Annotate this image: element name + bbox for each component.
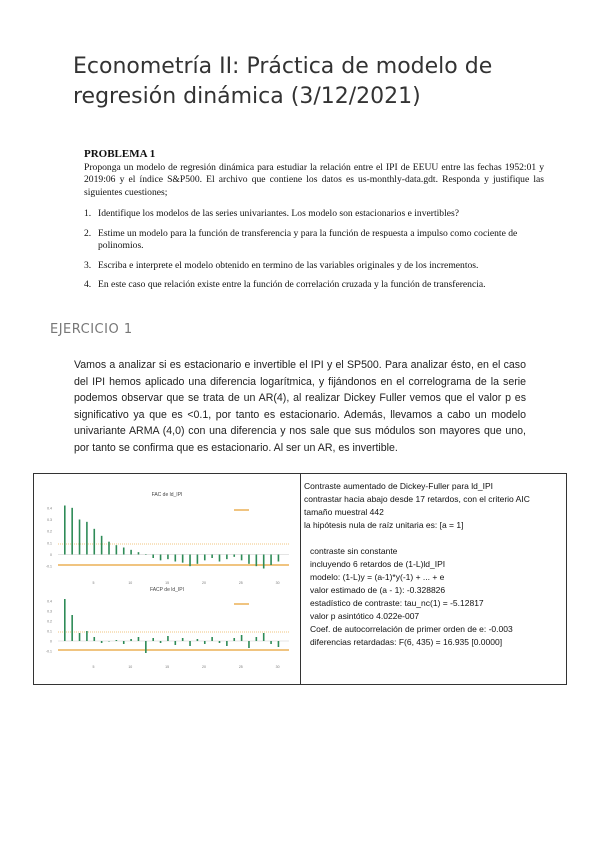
pacf-xtick: 25 [238,665,243,669]
acf-xtick: 5 [92,581,95,585]
question-text: Identifique los modelos de las series univariantes. Los modelo son estacionarios e invertibles? [98,208,460,219]
pacf-bar [152,638,154,641]
problem-intro: Proponga un modelo de regresión dinámica para estudiar la relación entre el IPI de EEUU entre las fechas 1952:01 y 2019:06 y el índice S&P500. El archivo que contiene los datos es us-monthly-data.gdt. Responda y justifique las siguientes cuestiones; [84,161,544,198]
section-heading: EJERCICIO 1 [50,322,133,337]
acf-ytick: 0.4 [47,506,52,511]
pacf-bar [79,633,81,641]
acf-bar [123,548,125,555]
pacf-bar [108,641,110,642]
correlogram-chart [34,474,300,684]
acf-ytick: 0 [50,553,52,557]
pacf-bar [167,636,169,641]
acf-ytick: 0.3 [47,518,52,522]
df-detail: diferencias retardadas: F(6, 435) = 16.935 [0.0000] [310,637,503,647]
acf-bar [101,536,103,555]
pacf-bar [219,641,221,643]
pacf-bar [256,637,258,641]
page-title: Econometría II: Práctica de modelo de regresión dinámica (3/12/2021) [73,54,493,109]
pacf-bar [226,641,228,646]
pacf-bar [71,615,73,641]
acf-bar [226,555,228,560]
pacf-bar [197,639,199,641]
pacf-bar [145,641,147,653]
df-detail: modelo: (1-L)y = (a-1)*y(-1) + ... + e [310,572,445,582]
question-item [84,279,544,292]
df-detail: valor estimado de (a - 1): -0.328826 [310,585,446,595]
acf-bar [211,555,213,559]
acf-bar [86,522,88,555]
acf-xtick: 15 [165,581,170,585]
pacf-ytick: 0 [50,639,52,644]
acf-bar [160,555,162,561]
question-item [84,260,544,273]
pacf-bar [182,638,184,641]
acf-bar [167,555,169,560]
df-detail: valor p asintótico 4.022e-007 [310,611,420,621]
pacf-bar [130,639,132,641]
pacf-bar [241,635,243,641]
question-text: En este caso que relación existe entre la función de correlación cruzada y la función de transferencia. [98,279,486,290]
analysis-paragraph: Vamos a analizar si es estacionario e invertible el IPI y el SP500. Para analizar ésto, en el caso del IPI hemos aplicado una diferencia logarítmica, y fijándonos en el correlograma de la serie podemos observar que se trata de un AR(4), al realizar Dickey Fuller vemos que el valor p es significativo ya que es <0.1, por tanto es estacionario. Además, llevamos a cabo un modelo univariante ARMA (4,0) con una diferencia y nos sale que sus módulos son mayores que uno, por tanto se confirma que es estacionario. Al ser un AR, es invertible. [74,359,526,454]
question-list [84,208,544,292]
acf-bar [175,555,177,562]
acf-bar [145,555,147,556]
pacf-bar [204,641,206,644]
df-line: la hipótesis nula de raíz unitaria es: [a = 1] [304,520,464,530]
problem-heading: PROBLEMA 1 [84,148,156,160]
acf-xtick: 30 [275,581,280,585]
pacf-bar [93,637,95,641]
pacf-xtick: 5 [92,665,95,669]
df-detail: contraste sin constante [310,546,398,556]
acf-plot [46,506,289,586]
pacf-ytick: -0.1 [45,649,52,654]
correlogram-cell [34,474,301,684]
pacf-bar [211,637,213,641]
df-detail: incluyendo 6 retardos de (1-L)ld_IPI [310,559,446,569]
pacf-xtick: 15 [165,665,170,669]
pacf-bar [278,641,280,647]
acf-bar [116,545,118,554]
acf-bar [241,555,243,561]
pacf-bar [138,637,140,641]
question-number: 4. [84,279,92,290]
question-number: 1. [84,208,92,219]
pacf-bar [175,641,177,645]
dickey-fuller-cell [304,480,566,649]
question-text: Estime un modelo para la función de transferencia y para la función de respuesta a impulso como cociente de polinomios. [98,227,518,251]
acf-xtick: 10 [128,581,133,585]
acf-bar [204,555,206,561]
acf-ytick: -0.1 [45,564,52,569]
pacf-bar [270,641,272,644]
acf-ytick: 0.2 [47,529,52,534]
acf-bar [130,550,132,555]
acf-xtick: 20 [202,581,206,585]
pacf-bar [64,599,66,641]
pacf-ytick: 0.3 [47,609,52,614]
acf-bar [233,555,235,557]
pacf-ytick: 0.4 [47,599,52,604]
acf-bar [189,555,191,567]
df-detail: Coef. de autocorrelación de primer orden de e: -0.003 [310,624,513,634]
acf-bar [79,520,81,555]
pacf-xtick: 30 [275,665,280,669]
pacf-bar [86,631,88,641]
question-item [84,228,544,253]
pacf-ytick: 0.2 [47,619,52,624]
pacf-xtick: 20 [202,665,206,669]
pacf-title: FACP de ld_IPI [149,587,185,593]
acf-bar [152,555,154,559]
df-line: Contraste aumentado de Dickey-Fuller para ld_IPI [304,481,493,491]
df-line: tamaño muestral 442 [304,507,384,517]
question-number: 3. [84,259,92,271]
pacf-bar [160,641,162,643]
acf-bar [263,555,265,569]
acf-bar [278,555,280,562]
acf-title: FAC de ld_IPI [151,492,183,498]
question-text: Escriba e interprete el modelo obtenido en termino de las variables originales y de los incrementos. [98,259,479,271]
acf-bar [182,555,184,563]
problem-statement [84,148,544,299]
acf-bar [270,555,272,566]
acf-bar [64,506,66,555]
df-line: contrastar hacia abajo desde 17 retardos, con el criterio AIC [304,494,530,504]
pacf-bar [123,641,125,644]
pacf-xtick: 10 [128,665,133,669]
pacf-bar [248,641,250,648]
pacf-bar [116,640,118,641]
acf-bar [138,552,140,554]
acf-bar [256,555,258,567]
pacf-bar [263,633,265,641]
pacf-bar [233,638,235,641]
acf-xtick: 25 [238,581,243,585]
pacf-bar [189,641,191,646]
df-detail: estadístico de contraste: tau_nc(1) = -5.12817 [310,598,484,608]
acf-bar [93,529,95,555]
acf-bar [219,555,221,562]
acf-bar [108,542,110,555]
acf-bar [197,555,199,564]
pacf-plot [46,599,289,669]
results-table [33,473,567,685]
acf-ytick: 0.1 [47,541,52,546]
pacf-ytick: 0.1 [47,629,52,634]
pacf-bar [101,641,103,643]
question-item [84,208,544,221]
acf-bar [71,508,73,555]
acf-bar [248,555,250,564]
question-number: 2. [84,227,92,239]
